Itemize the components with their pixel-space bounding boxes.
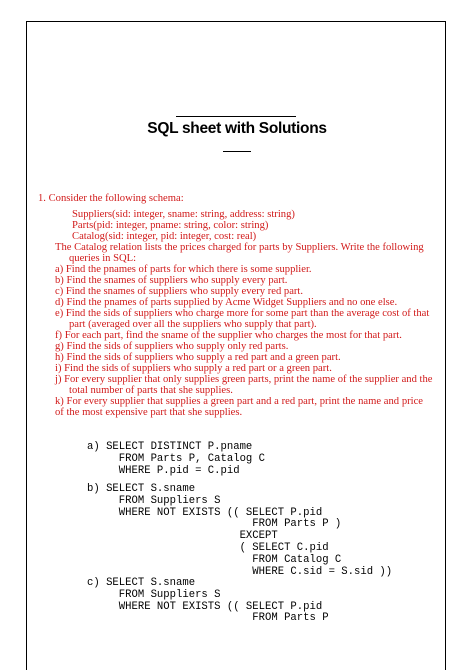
relation-description-cont: queries in SQL: — [69, 253, 137, 264]
item-k: k) For every supplier that supplies a green part and a red part, print the name and price of the most expensive part that she supplies. — [55, 396, 423, 418]
schema-catalog: Catalog(sid: integer, pid: integer, cost: real) — [72, 231, 257, 242]
page-title: SQL sheet with Solutions — [147, 120, 327, 137]
relation-description: The Catalog relation lists the prices charged for parts by Suppliers. Write the following — [55, 242, 424, 253]
item-g: g) Find the sids of suppliers who supply only red parts. — [55, 341, 289, 352]
solution-b: b) SELECT S.sname FROM Suppliers S WHERE NOT EXISTS (( SELECT P.pid FROM Parts P ) EXCEPT ( SELECT C.pid FROM Catalog C WHERE C.sid = S.sid )) — [87, 483, 393, 578]
item-i: i) Find the sids of suppliers who supply a red part or a green part. — [55, 363, 332, 374]
item-h: h) Find the sids of suppliers who supply a red part and a green part. — [55, 352, 341, 363]
item-f: f) For each part, find the sname of the supplier who charges the most for that part. — [55, 330, 402, 341]
item-e: e) Find the sids of suppliers who charge more for some part than the average cost of that — [55, 308, 430, 319]
item-e-cont: part (averaged over all the suppliers who supply that part). — [69, 319, 317, 330]
title-bottom-rule — [223, 151, 251, 152]
question-intro: 1. Consider the following schema: — [38, 193, 184, 204]
item-j: j) For every supplier that only supplies green parts, print the name of the supplier and the — [55, 374, 433, 385]
item-a: a) Find the pnames of parts for which there is some supplier. — [55, 264, 312, 275]
schema-suppliers: Suppliers(sid: integer, sname: string, address: string) — [72, 209, 295, 220]
item-d: d) Find the pnames of parts supplied by Acme Widget Suppliers and no one else. — [55, 297, 398, 308]
title-top-rule — [176, 116, 296, 117]
item-j-cont: total number of parts that she supplies. — [69, 385, 233, 396]
item-c: c) Find the snames of suppliers who supply every red part. — [55, 286, 304, 297]
solution-c: c) SELECT S.sname FROM Suppliers S WHERE NOT EXISTS (( SELECT P.pid FROM Parts P — [87, 577, 329, 625]
item-b: b) Find the snames of suppliers who supply every part. — [55, 275, 288, 286]
schema-parts: Parts(pid: integer, pname: string, color: string) — [72, 220, 269, 231]
solution-a: a) SELECT DISTINCT P.pname FROM Parts P, Catalog C WHERE P.pid = C.pid — [87, 441, 266, 477]
